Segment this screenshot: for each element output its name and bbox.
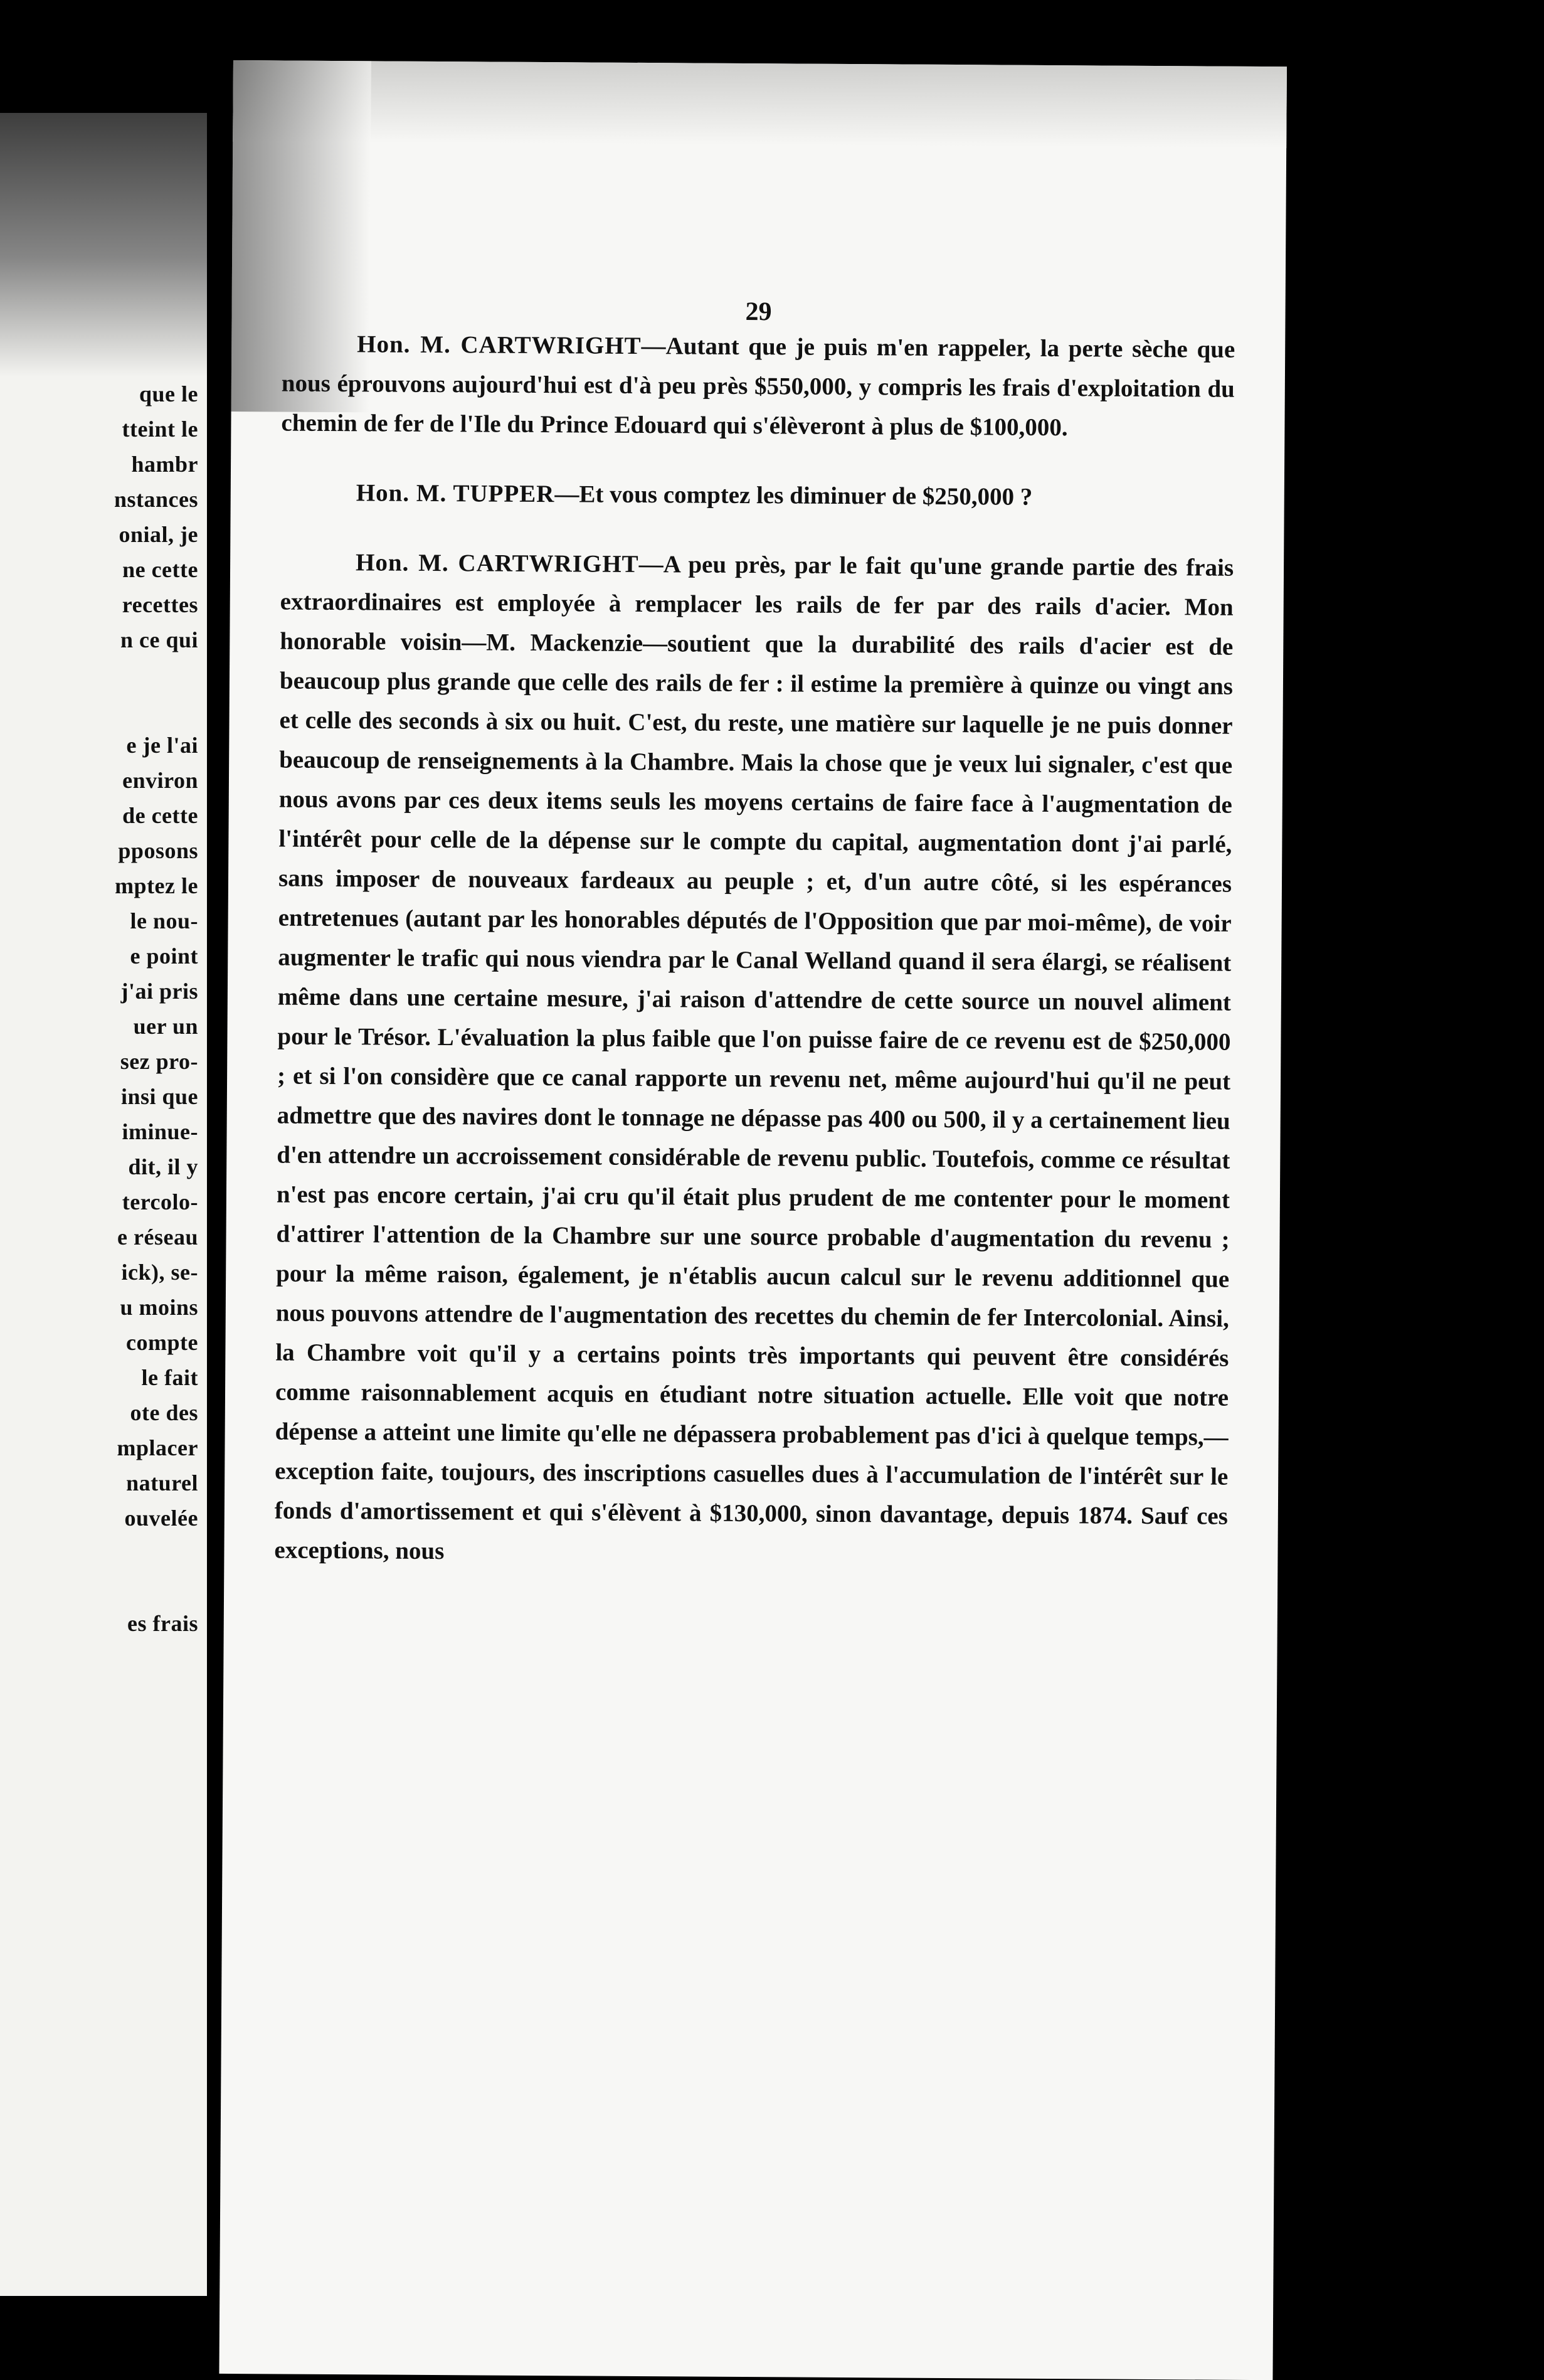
- left-line: tercolo-: [122, 1189, 198, 1214]
- left-line: ne cette: [122, 557, 198, 582]
- left-line: ick), se-: [121, 1260, 198, 1285]
- left-line: iminue-: [122, 1119, 198, 1144]
- left-line: e réseau: [117, 1225, 198, 1250]
- left-line: environ: [122, 768, 198, 793]
- paragraph: [281, 472, 1234, 518]
- indent: [282, 351, 357, 352]
- left-line: u moins: [120, 1295, 198, 1320]
- left-line-blank: [114, 657, 198, 693]
- left-line: e point: [130, 943, 198, 969]
- left-line: compte: [126, 1330, 198, 1355]
- left-line: sez pro-: [120, 1049, 198, 1074]
- binding-shadow: [0, 113, 207, 376]
- speaker-name: Hon. M. CARTWRIGHT: [355, 549, 639, 578]
- previous-page-text: [114, 376, 198, 1641]
- paragraph: [281, 324, 1235, 448]
- left-line: onial, je: [119, 522, 198, 547]
- page-top-edge: [233, 60, 1287, 148]
- left-line: pposons: [118, 838, 198, 863]
- left-line: que le: [139, 381, 198, 406]
- left-line: naturel: [126, 1470, 198, 1495]
- left-line-blank: [114, 1571, 198, 1606]
- left-line: ouvelée: [124, 1506, 198, 1531]
- left-line: nstances: [114, 487, 198, 512]
- document-page: [219, 60, 1286, 2380]
- left-line: mptez le: [115, 873, 198, 898]
- paragraph-text: —Et vous comptez les diminuer de $250,000 ?: [554, 481, 1033, 511]
- left-line: insi que: [120, 1084, 198, 1109]
- left-line-blank: [114, 1536, 198, 1571]
- left-line: hambr: [131, 452, 198, 477]
- left-line: mplacer: [117, 1435, 198, 1460]
- left-line: de cette: [122, 803, 198, 828]
- left-line: ote des: [130, 1400, 198, 1425]
- left-line: j'ai pris: [120, 979, 198, 1004]
- left-line-blank: [114, 693, 198, 728]
- left-line: tteint le: [122, 417, 198, 442]
- paragraph-text: —Autant que je puis m'en rappeler, la perte sèche que nous éprouvons aujourd'hui est d'à peu près $550,000, y compris les frais d'exploitation du chemin de fer de l'Ile du Prince Edouard qui s'élèveront à plus de $100,000.: [281, 332, 1235, 442]
- page-body: [274, 324, 1235, 1575]
- left-line: e je l'ai: [126, 733, 198, 758]
- left-line: uer un: [133, 1014, 198, 1039]
- left-line: le fait: [141, 1365, 198, 1390]
- left-line: recettes: [122, 592, 198, 617]
- previous-page-edge: [0, 113, 207, 2296]
- left-line: es frais: [127, 1611, 198, 1636]
- left-line: dit, il y: [128, 1154, 198, 1179]
- paragraph: [274, 542, 1234, 1575]
- left-line: le nou-: [130, 908, 198, 933]
- speaker-name: Hon. M. TUPPER: [356, 479, 555, 508]
- speaker-name: Hon. M. CARTWRIGHT: [357, 331, 642, 359]
- page-number: 29: [745, 297, 772, 327]
- paragraph-text: —A peu près, par le fait qu'une grande partie des frais extraordinaires est employée à remplacer les rails de fer par des rails d'acier. Mon honorable voisin—M. Mackenzie—soutient que la durabilité des rails d'acier est de beaucoup plus grande que celle des rails de fer : il estime la première à quinze ou vingt ans et celle des seconds à six ou huit. C'est, du reste, une matière sur laquelle je ne puis donner beaucoup de renseignements à la Chambre. Mais la chose que je veux lui signaler, c'est que nous avons par ces deux items seuls les moyens certains de faire face à l'augmentation de l'intérêt pour celle de la dépense sur le compte du capital, augmentation dont j'ai parlé, sans imposer de nouveaux fardeaux au peuple ; et, d'un autre côté, si les espérances entretenues (autant par les honorables députés de l'Opposition que par moi-même), de voir augmenter le trafic qui nous viendra par le Canal Welland quand il sera élargi, se réalisent même dans une certaine mesure, j'ai raison d'attendre de cette source un nouvel aliment pour le Trésor. L'évaluation la plus faible que l'on puisse faire de ce revenu est de $250,000 ; et si l'on considère que ce canal rapporte un revenu net, même aujourd'hui qu'il ne peut admettre que des navires dont le tonnage ne dépasse pas 400 ou 500, il y a certainement lieu d'en attendre un accroissement considérable de revenu public. Toutefois, comme ce résultat n'est pas encore certain, j'ai cru qu'il était plus prudent de me contenter pour le moment d'attirer l'attention de la Chambre sur une source probable d'augmentation du revenu ; pour la même raison, également, je n'établis aucun calcul sur le revenu additionnel que nous pouvons attendre de l'augmentation des recettes du chemin de fer Intercolonial. Ainsi, la Chambre voit qu'il y a certains points très importants qui peuvent être considérés comme raisonnablement acquis en étudiant notre situation actuelle. Elle voit que notre dépense a atteint une limite qu'elle ne dépassera probablement pas d'ici à quelque temps,—exception faite, toujours, des inscriptions casuelles dues à l'accumulation de l'intérêt sur le fonds d'amortissement et qui s'élèvent à $130,000, sinon davantage, depuis 1874. Sauf ces exceptions, nous: [274, 550, 1234, 1565]
- left-line: n ce qui: [120, 627, 198, 652]
- indent: [281, 500, 356, 501]
